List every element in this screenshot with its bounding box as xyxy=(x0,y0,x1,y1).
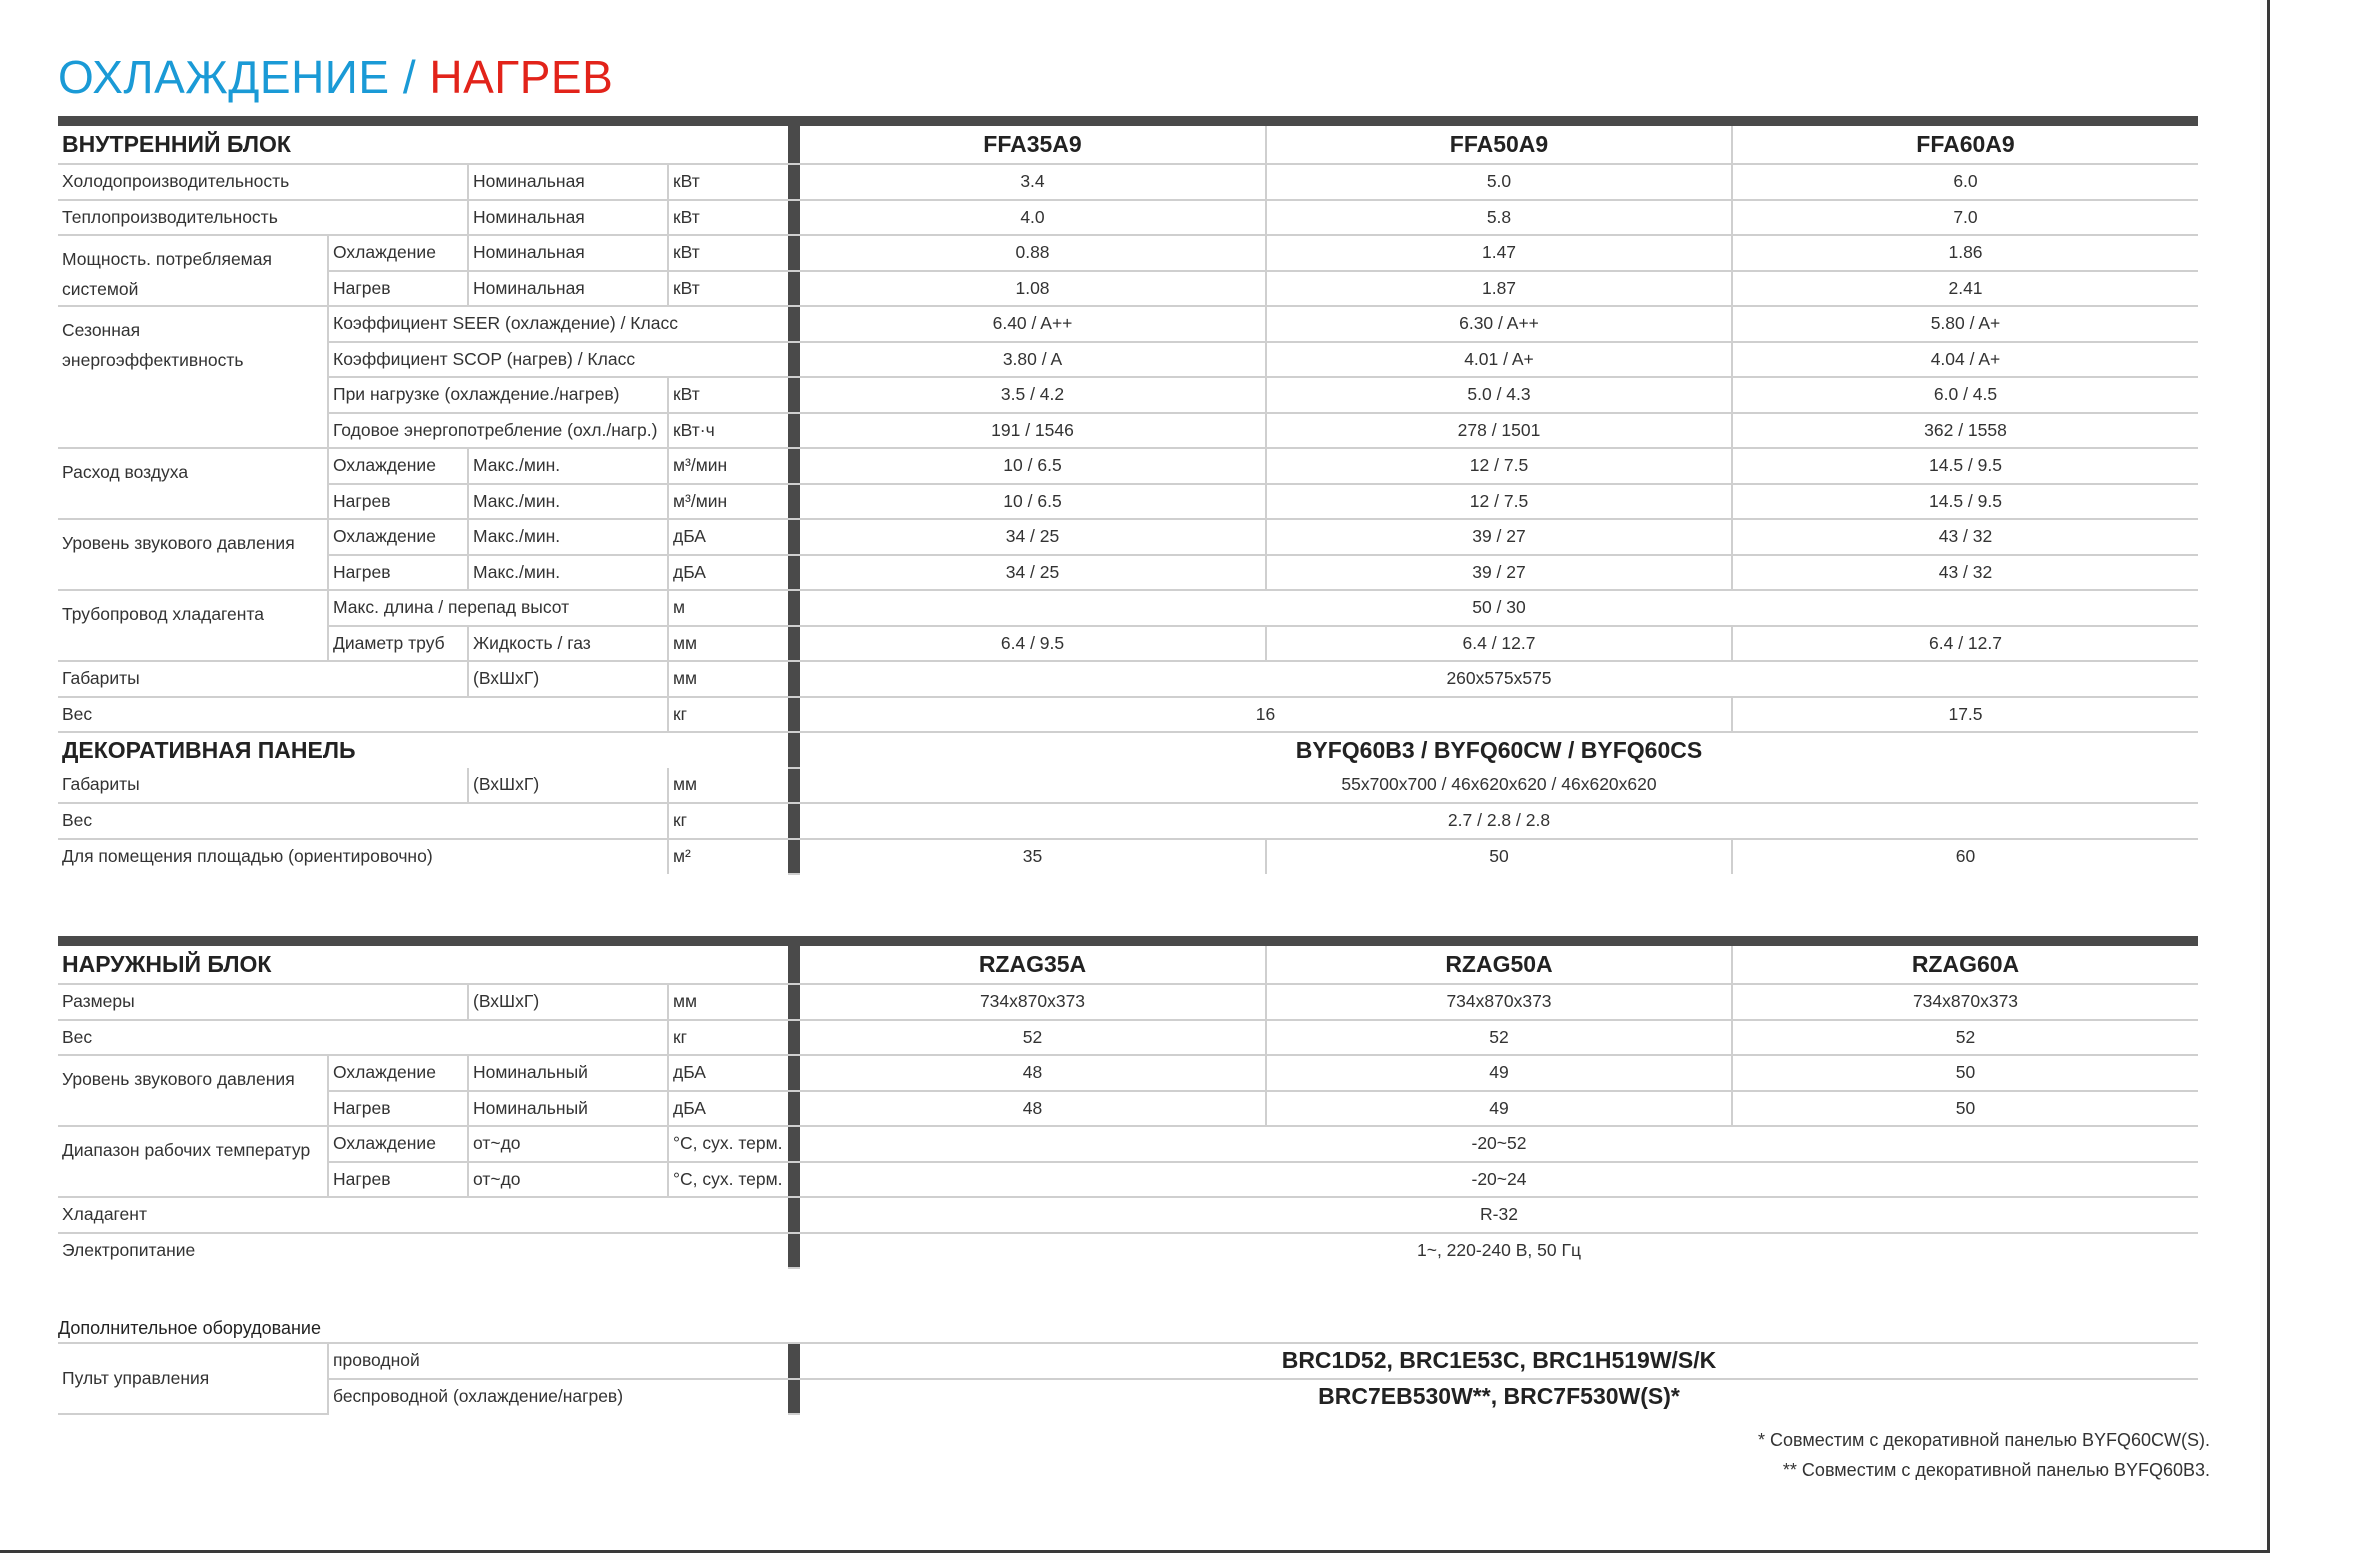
cell-value: 60 xyxy=(1732,839,2198,875)
row-condition: (ВхШхГ) xyxy=(468,768,668,804)
row-unit: дБА xyxy=(668,1091,788,1127)
cell-value: R-32 xyxy=(800,1197,2198,1233)
row-group-label: Трубопровод хладагента xyxy=(58,590,328,661)
table-row xyxy=(58,342,2198,378)
table-row xyxy=(58,984,2198,1020)
cell-value: 6.4 / 12.7 xyxy=(1732,626,2198,662)
cell-value: 1~, 220-240 В, 50 Гц xyxy=(1417,1240,1581,1261)
row-condition: Номинальная xyxy=(468,271,668,307)
row-label: Коэффициент SEER (охлаждение) / Класс xyxy=(328,306,788,342)
cell-value: 10 / 6.5 xyxy=(800,484,1266,520)
row-unit: дБА xyxy=(668,555,788,591)
table-row xyxy=(58,413,2198,449)
row-group-label: Расход воздуха xyxy=(58,448,328,519)
row-mode: Нагрев xyxy=(328,555,468,591)
footnotes xyxy=(1758,1425,2210,1485)
table-row xyxy=(58,1162,2198,1198)
cell-value: 50 xyxy=(1266,839,1732,875)
cell-value: 2.7 / 2.8 / 2.8 xyxy=(800,803,2198,839)
outdoor-model-2: RZAG50A xyxy=(1266,946,1732,984)
row-condition: Макс./мин. xyxy=(468,484,668,520)
cell-value: 362 / 1558 xyxy=(1732,413,2198,449)
panel-header-row xyxy=(58,732,2198,768)
table-row xyxy=(58,590,2198,626)
table-row xyxy=(58,1020,2198,1056)
cell-value: 5.0 / 4.3 xyxy=(1266,377,1732,413)
cell-value: 6.0 xyxy=(1732,164,2198,200)
additional-title: Дополнительное оборудование xyxy=(58,1318,321,1338)
cell-value: 49 xyxy=(1266,1091,1732,1127)
row-mode: Охлаждение xyxy=(328,1055,468,1091)
cell-value: 12 / 7.5 xyxy=(1266,484,1732,520)
row-unit: кВт xyxy=(668,164,788,200)
table-row xyxy=(58,448,2198,484)
row-label: Для помещения площадью (ориентировочно) xyxy=(62,846,433,867)
row-condition: Жидкость / газ xyxy=(468,626,668,662)
cell-value: 6.0 / 4.5 xyxy=(1732,377,2198,413)
row-unit: °C, сух. терм. xyxy=(668,1126,788,1162)
footnote-2: ** Совместим с декоративной панелью BYFQ60B3. xyxy=(1782,1460,2210,1480)
cell-value: 5.0 xyxy=(1266,164,1732,200)
cell-value: -20~52 xyxy=(800,1126,2198,1162)
title-separator: / xyxy=(389,51,430,103)
table-row xyxy=(58,697,2198,733)
cell-value: 1.47 xyxy=(1266,235,1732,271)
cell-value: 6.4 / 12.7 xyxy=(1266,626,1732,662)
table-row xyxy=(58,200,2198,236)
indoor-model-1: FFA35A9 xyxy=(800,126,1266,164)
cell-value: 55x700x700 / 46x620x620 / 46x620x620 xyxy=(800,768,2198,804)
remote-wired-type: проводной xyxy=(328,1343,788,1379)
table-row xyxy=(58,306,2198,342)
table-row xyxy=(58,803,2198,839)
row-label: Вес xyxy=(58,1020,668,1056)
table-row xyxy=(58,1197,2198,1233)
row-unit: дБА xyxy=(668,1055,788,1091)
row-condition: Макс./мин. xyxy=(468,448,668,484)
table-row xyxy=(58,661,2198,697)
row-group-label: Уровень звукового давления xyxy=(58,519,328,590)
row-label: Габариты xyxy=(58,768,468,804)
cell-value: 260x575x575 xyxy=(800,661,2198,697)
cell-value: 0.88 xyxy=(800,235,1266,271)
cell-value: 6.40 / A++ xyxy=(800,306,1266,342)
page-title xyxy=(58,50,613,104)
table-row xyxy=(58,164,2198,200)
row-unit: м xyxy=(668,590,788,626)
cell-value: 5.80 / A+ xyxy=(1732,306,2198,342)
row-condition: (ВхШхГ) xyxy=(468,661,668,697)
cell-value: 16 xyxy=(800,697,1732,733)
row-label: Холодопроизводительность xyxy=(58,164,468,200)
row-condition: Номинальный xyxy=(468,1091,668,1127)
row-condition: от~до xyxy=(468,1162,668,1198)
indoor-spec-table xyxy=(58,116,2198,875)
cell-value: 35 xyxy=(1022,846,1043,867)
cell-value: 1.87 xyxy=(1266,271,1732,307)
row-condition: от~до xyxy=(468,1126,668,1162)
table-row xyxy=(58,1233,2198,1269)
row-unit: кг xyxy=(668,1020,788,1056)
cell-value: 1.08 xyxy=(800,271,1266,307)
row-unit: кВт·ч xyxy=(668,413,788,449)
title-cooling: ОХЛАЖДЕНИЕ xyxy=(58,51,390,103)
row-label: При нагрузке (охлаждение./нагрев) xyxy=(328,377,668,413)
table-row xyxy=(58,555,2198,591)
cell-value: 4.04 / A+ xyxy=(1732,342,2198,378)
cell-value: 2.41 xyxy=(1732,271,2198,307)
row-unit: мм xyxy=(668,768,788,804)
row-label: Вес xyxy=(58,803,668,839)
table-row xyxy=(58,1055,2198,1091)
cell-value: 6.4 / 9.5 xyxy=(800,626,1266,662)
cell-value: 52 xyxy=(800,1020,1266,1056)
table-row xyxy=(58,768,2198,804)
row-unit: кВт xyxy=(668,200,788,236)
cell-value: 5.8 xyxy=(1266,200,1732,236)
table-row xyxy=(58,1379,2198,1415)
row-label: Размеры xyxy=(58,984,468,1020)
row-label: Годовое энергопотребление (охл./нагр.) xyxy=(328,413,668,449)
row-label: Макс. длина / перепад высот xyxy=(328,590,668,626)
table-row xyxy=(58,1091,2198,1127)
row-group-label: Уровень звукового давления xyxy=(58,1055,328,1126)
row-mode: Нагрев xyxy=(328,484,468,520)
row-label: Габариты xyxy=(58,661,468,697)
cell-value: 48 xyxy=(800,1055,1266,1091)
row-label: Коэффициент SCOP (нагрев) / Класс xyxy=(328,342,788,378)
cell-value: 734x870x373 xyxy=(800,984,1266,1020)
table-row xyxy=(58,1343,2198,1379)
cell-value: 14.5 / 9.5 xyxy=(1732,448,2198,484)
cell-value: 52 xyxy=(1732,1020,2198,1056)
cell-value: 12 / 7.5 xyxy=(1266,448,1732,484)
cell-value: 4.01 / A+ xyxy=(1266,342,1732,378)
row-unit: мм xyxy=(668,626,788,662)
cell-value: 39 / 27 xyxy=(1266,555,1732,591)
table-row xyxy=(58,271,2198,307)
row-unit: дБА xyxy=(668,519,788,555)
row-mode: Охлаждение xyxy=(328,519,468,555)
cell-value: 34 / 25 xyxy=(800,555,1266,591)
outdoor-model-1: RZAG35A xyxy=(800,946,1266,984)
table-row xyxy=(58,377,2198,413)
cell-value: 6.30 / A++ xyxy=(1266,306,1732,342)
table-row xyxy=(58,484,2198,520)
row-label: Хладагент xyxy=(58,1197,788,1233)
cell-value: 1.86 xyxy=(1732,235,2198,271)
cell-value: 49 xyxy=(1266,1055,1732,1091)
row-group-label: Сезонная энергоэффективность xyxy=(58,306,328,448)
indoor-model-3: FFA60A9 xyxy=(1732,126,2198,164)
cell-value: 43 / 32 xyxy=(1732,555,2198,591)
row-group-label: Диапазон рабочих температур xyxy=(58,1126,328,1197)
cell-value: 278 / 1501 xyxy=(1266,413,1732,449)
row-label: Вес xyxy=(58,697,668,733)
remote-wired-models: BRC1D52, BRC1E53C, BRC1H519W/S/K xyxy=(800,1343,2198,1379)
cell-value: 3.4 xyxy=(800,164,1266,200)
table-row xyxy=(58,839,2198,875)
table-top-bar xyxy=(58,116,2198,126)
cell-value: 4.0 xyxy=(800,200,1266,236)
row-unit: кВт xyxy=(668,271,788,307)
outdoor-header: НАРУЖНЫЙ БЛОК xyxy=(58,946,788,984)
row-mode: Нагрев xyxy=(328,1091,468,1127)
row-unit: м³/мин xyxy=(668,484,788,520)
outdoor-model-3: RZAG60A xyxy=(1732,946,2198,984)
row-unit: м³/мин xyxy=(668,448,788,484)
cell-value: 17.5 xyxy=(1732,697,2198,733)
row-mode: Охлаждение xyxy=(328,448,468,484)
cell-value: 10 / 6.5 xyxy=(800,448,1266,484)
row-condition: Номинальная xyxy=(468,164,668,200)
cell-value: 14.5 / 9.5 xyxy=(1732,484,2198,520)
row-unit: кВт xyxy=(668,377,788,413)
row-mode: Охлаждение xyxy=(328,235,468,271)
title-heating: НАГРЕВ xyxy=(429,51,614,103)
cell-value: 50 xyxy=(1732,1091,2198,1127)
cell-value: 50 xyxy=(1732,1055,2198,1091)
row-unit: °C, сух. терм. xyxy=(668,1162,788,1198)
row-unit: кг xyxy=(668,803,788,839)
footnote-1: * Совместим с декоративной панелью BYFQ60CW(S). xyxy=(1757,1430,2210,1450)
panel-header: ДЕКОРАТИВНАЯ ПАНЕЛЬ xyxy=(62,736,356,763)
row-condition: Номинальная xyxy=(468,200,668,236)
table-row xyxy=(58,235,2198,271)
remote-wireless-models: BRC7EB530W**, BRC7F530W(S)* xyxy=(1318,1383,1680,1410)
indoor-model-2: FFA50A9 xyxy=(1266,126,1732,164)
row-unit: мм xyxy=(668,661,788,697)
row-label: Электропитание xyxy=(62,1240,196,1261)
cell-value: 43 / 32 xyxy=(1732,519,2198,555)
outdoor-spec-table xyxy=(58,936,2198,1269)
row-mode: Нагрев xyxy=(328,1162,468,1198)
cell-value: 34 / 25 xyxy=(800,519,1266,555)
remote-label: Пульт управления xyxy=(58,1343,328,1414)
cell-value: 39 / 27 xyxy=(1266,519,1732,555)
row-condition: (ВхШхГ) xyxy=(468,984,668,1020)
cell-value: 7.0 xyxy=(1732,200,2198,236)
row-group-label: Мощность. потребляемая системой xyxy=(58,235,328,306)
indoor-header-row xyxy=(58,126,2198,164)
row-unit: кг xyxy=(668,697,788,733)
cell-value: 3.5 / 4.2 xyxy=(800,377,1266,413)
additional-table xyxy=(58,1342,2198,1415)
row-mode: Нагрев xyxy=(328,271,468,307)
indoor-header: ВНУТРЕННИЙ БЛОК xyxy=(58,126,788,164)
table-row xyxy=(58,1126,2198,1162)
cell-value: 734x870x373 xyxy=(1266,984,1732,1020)
row-unit: м² xyxy=(668,839,788,875)
remote-wireless-type: беспроводной (охлаждение/нагрев) xyxy=(328,1379,788,1415)
cell-value: 50 / 30 xyxy=(800,590,2198,626)
row-mode: Охлаждение xyxy=(328,1126,468,1162)
row-unit: мм xyxy=(668,984,788,1020)
cell-value: 734x870x373 xyxy=(1732,984,2198,1020)
panel-models: BYFQ60B3 / BYFQ60CW / BYFQ60CS xyxy=(1295,736,1703,763)
cell-value: 48 xyxy=(800,1091,1266,1127)
row-condition: Макс./мин. xyxy=(468,519,668,555)
row-mode: Диаметр труб xyxy=(328,626,468,662)
row-condition: Номинальная xyxy=(468,235,668,271)
cell-value: 3.80 / A xyxy=(800,342,1266,378)
row-unit: кВт xyxy=(668,235,788,271)
row-condition: Макс./мин. xyxy=(468,555,668,591)
row-label: Теплопроизводительность xyxy=(58,200,468,236)
outdoor-header-row xyxy=(58,946,2198,984)
cell-value: -20~24 xyxy=(800,1162,2198,1198)
table-row xyxy=(58,626,2198,662)
cell-value: 52 xyxy=(1266,1020,1732,1056)
table-top-bar xyxy=(58,936,2198,946)
table-row xyxy=(58,519,2198,555)
row-condition: Номинальный xyxy=(468,1055,668,1091)
cell-value: 191 / 1546 xyxy=(800,413,1266,449)
